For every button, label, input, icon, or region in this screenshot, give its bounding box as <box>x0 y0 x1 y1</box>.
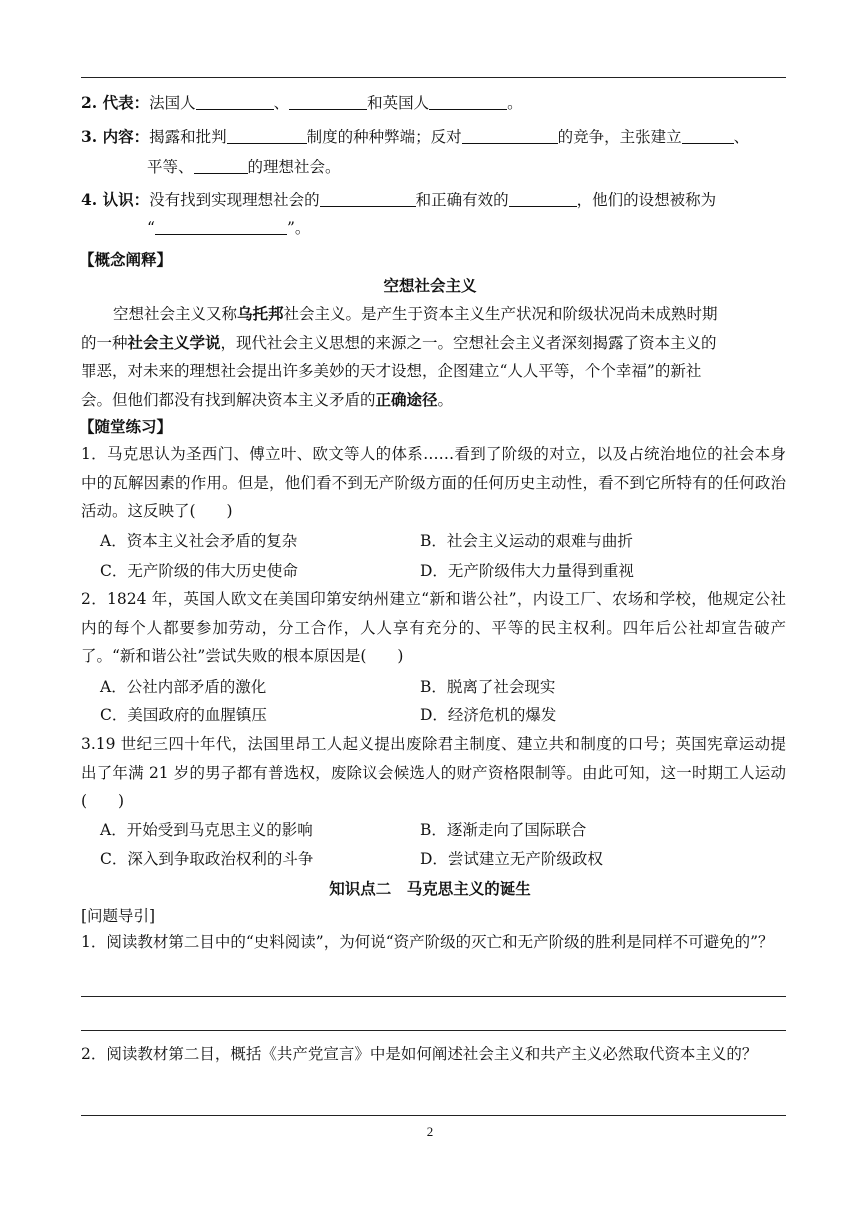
section-title: 知识点二 马克思主义的诞生 <box>329 879 531 898</box>
option-2b[interactable]: B．脱离了社会现实 <box>420 678 556 696</box>
option-2c[interactable]: C．美国政府的血腥镇压 <box>100 706 267 724</box>
answer-blank[interactable] <box>462 127 558 144</box>
option-3d[interactable]: D．尝试建立无产阶级政权 <box>420 850 603 868</box>
question-2: 2．1824 年，英国人欧文在美国印第安纳州建立“新和谐公社”，内设工厂、农场和学校，他规定公社内的每个人都要参加劳动，分工合作，人人享有充分的、平等的民主权利。四年后公社却宣告破产了。“新和谐公社”尝试失败的根本原因是( ) <box>81 590 786 665</box>
answer-blank[interactable] <box>196 93 274 110</box>
fill-in-item-4-cont: “ ”。 <box>147 219 311 237</box>
page-number: 2 <box>426 1124 434 1139</box>
question-3: 3.19 世纪三四十年代，法国里昂工人起义提出废除君主制度、建立共和制度的口号；英国宪章运动提出了年满 21 岁的男子都有普选权，废除议会候选人的财产资格限制等。由此可知，这一时期工人运动( ) <box>81 735 786 810</box>
option-1a[interactable]: A．资本主义社会矛盾的复杂 <box>100 532 298 550</box>
answer-line[interactable] <box>81 1115 786 1116</box>
guide-question-2: 2．阅读教材第二目，概括《共产党宣言》中是如何阐述社会主义和共产主义必然取代资本主义的？ <box>81 1045 758 1063</box>
option-3b[interactable]: B．逐渐走向了国际联合 <box>420 821 587 839</box>
guide-heading: [问题导引] <box>81 907 156 925</box>
answer-line[interactable] <box>81 996 786 997</box>
answer-blank[interactable] <box>194 157 248 174</box>
answer-blank[interactable] <box>509 190 577 207</box>
concept-paragraph: 空想社会主义又称乌托邦社会主义。是产生于资本主义生产状况和阶级状况尚未成熟时期 的一种社会主义学说，现代社会主义思想的来源之一。空想社会主义者深刻揭露了资本主义的 罪恶，对未来的理想社会提出许多美妙的天才设想，企图建立“人人平等，个个幸福”的新社 会。但他们都没有找到解决资本主义矛盾的正确途径。 <box>81 304 718 409</box>
answer-blank[interactable] <box>289 93 367 110</box>
option-2a[interactable]: A．公社内部矛盾的激化 <box>100 678 267 696</box>
answer-blank[interactable] <box>429 93 507 110</box>
option-2d[interactable]: D．经济危机的爆发 <box>420 706 557 724</box>
practice-heading: 【随堂练习】 <box>79 417 173 436</box>
option-1d[interactable]: D．无产阶级伟大力量得到重视 <box>420 562 634 580</box>
fill-in-item-3: 3. 内容：揭露和批判 制度的种种弊端；反对 的竞争，主张建立 、 <box>81 127 750 146</box>
answer-blank[interactable] <box>682 127 734 144</box>
top-rule <box>81 77 786 78</box>
option-3a[interactable]: A．开始受到马克思主义的影响 <box>100 821 313 839</box>
option-1b[interactable]: B．社会主义运动的艰难与曲折 <box>420 532 633 550</box>
fill-in-item-2: 2. 代表：法国人 、 和英国人 。 <box>81 93 523 112</box>
option-3c[interactable]: C．深入到争取政治权利的斗争 <box>100 850 314 868</box>
question-1: 1．马克思认为圣西门、傅立叶、欧文等人的体系……看到了阶级的对立，以及占统治地位的社会本身中的瓦解因素的作用。但是，他们看不到无产阶级方面的任何历史主动性，看不到它所特有的任何政治活动。这反映了( ) <box>81 445 786 520</box>
concept-title: 空想社会主义 <box>383 276 477 295</box>
answer-blank[interactable] <box>155 218 287 235</box>
concept-heading: 【概念阐释】 <box>79 250 173 269</box>
answer-line[interactable] <box>81 1030 786 1031</box>
option-1c[interactable]: C．无产阶级的伟大历史使命 <box>100 562 298 580</box>
answer-blank[interactable] <box>320 190 416 207</box>
fill-in-item-3-cont: 平等、 的理想社会。 <box>147 158 341 176</box>
guide-question-1: 1．阅读教材第二目中的“史料阅读”，为何说“资产阶级的灭亡和无产阶级的胜利是同样不可避免的”？ <box>81 933 774 951</box>
fill-in-item-4: 4. 认识：没有找到实现理想社会的 和正确有效的 ，他们的设想被称为 <box>81 190 717 209</box>
answer-blank[interactable] <box>227 127 307 144</box>
